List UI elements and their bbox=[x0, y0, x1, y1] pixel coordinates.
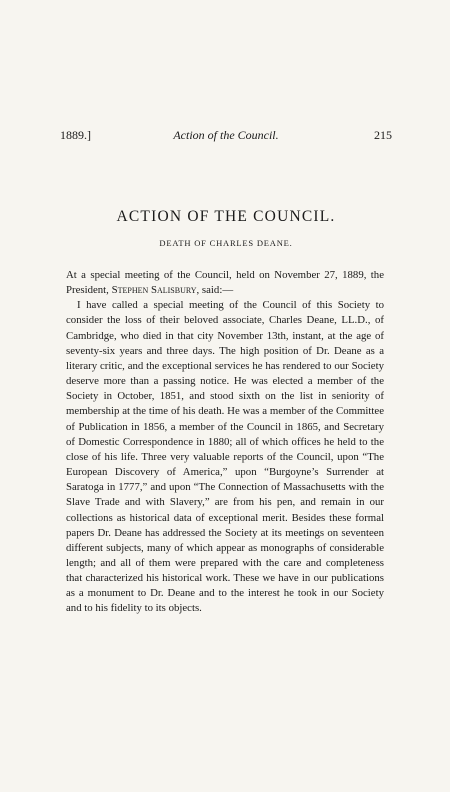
section-title: ACTION OF THE COUNCIL. bbox=[116, 208, 336, 225]
president-name: Stephen Salisbury bbox=[111, 284, 197, 297]
speech-paragraph: I have called a special meeting of the Council of this Society to consider the loss of their beloved associate, Charles Deane, LL.D., of Cambridge, who died in that city November 13th, instant, at the age of seventy-six years and three days. The high position of Dr. Deane as a literary critic, and the exceptional services he has rendered to our Society deserve more than a passing notice. He was elected a member of the Society in October, 1851, and stood sixth on the list in seniority of membership at the time of his death. He was a member of the Committee of Publication in 1856, a member of the Council in 1865, and Secretary of Domestic Correspondence in 1880; all of which offices he held to the close of his life. Three very valuable reports of the Council, upon “The European Discovery of America,” upon “Burgoyne’s Surrender at Saratoga in 1777,” and upon “The Connection of Massachusetts with the Slave Trade and with Slavery,” are from his pen, and remain in our collections as historical data of exceptional merit. Besides these formal papers Dr. Deane has addressed the Society at its meetings on seventeen different subjects, many of which appear as monographs of considerable length; and all of them were prepared with the care and completeness that characterized his historical work. These we have in our publications as a monument to Dr. Deane and to the interest he took in our Society and to his fidelity to its objects. bbox=[66, 299, 384, 615]
section-subtitle: DEATH OF CHARLES DEANE. bbox=[159, 238, 293, 248]
body-text bbox=[66, 268, 384, 617]
intro-paragraph bbox=[66, 268, 384, 298]
intro-text-start: At a special meeting of the Council, held on November 27, 1889, the President, bbox=[66, 269, 384, 297]
intro-text-end: , said:— bbox=[196, 284, 234, 297]
page-number: 215 bbox=[374, 128, 392, 142]
running-head-title: Action of the Council. bbox=[173, 128, 279, 142]
running-head-year: 1889.] bbox=[60, 128, 91, 142]
